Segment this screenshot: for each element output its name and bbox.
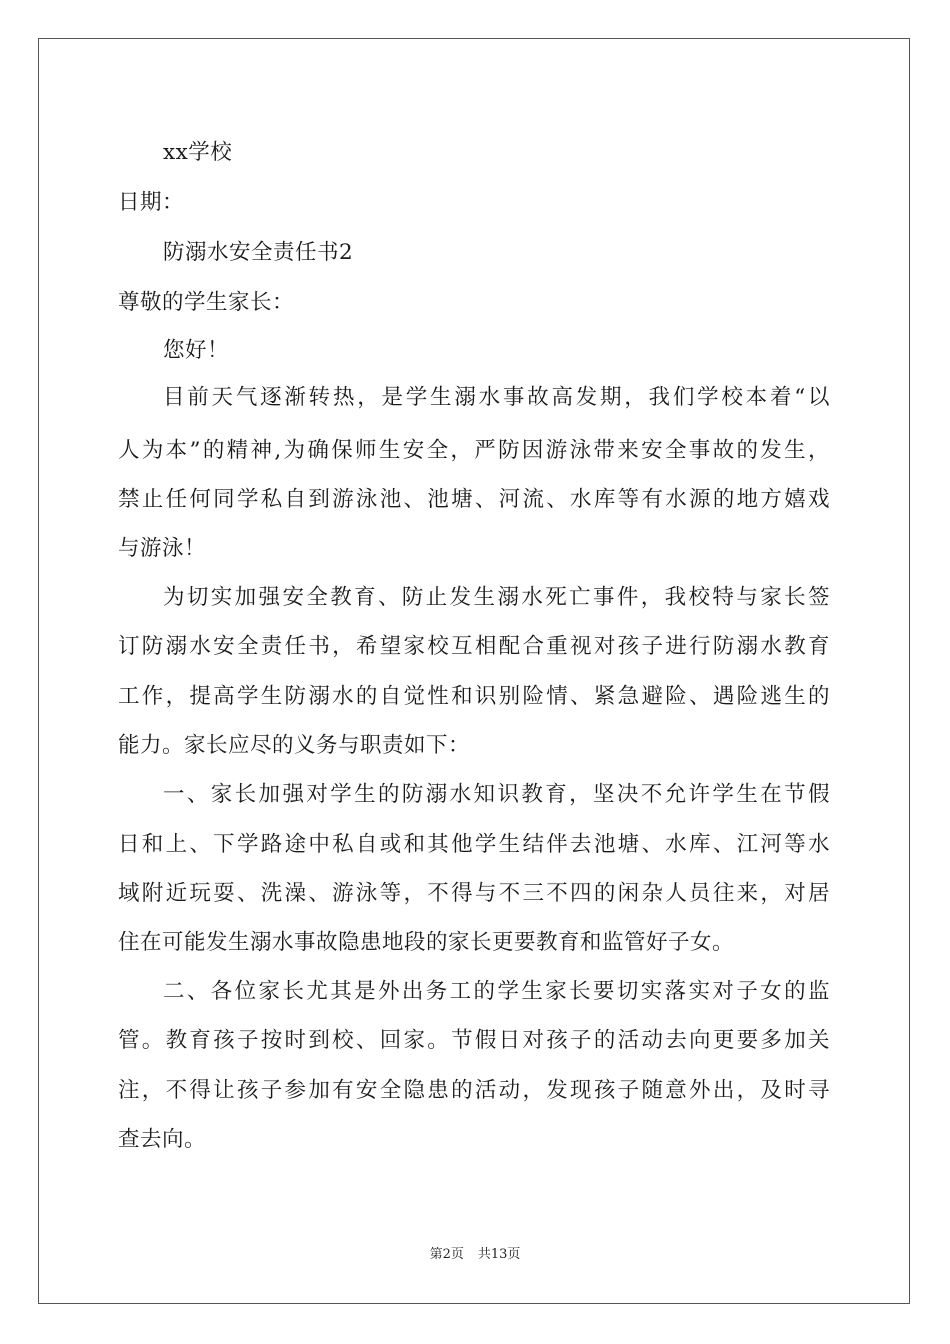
paragraph-4-line-2: 管。教育孩子按时到校、回家。节假日对孩子的活动去向更要多加关 (118, 1028, 830, 1053)
date-label: 日期： (118, 190, 185, 215)
paragraph-3-line-1: 一、家长加强对学生的防溺水知识教育，坚决不允许学生在节假 (163, 782, 830, 807)
paragraph-3-line-3: 域附近玩耍、洗澡、游泳等，不得与不三不四的闲杂人员往来，对居 (118, 881, 830, 906)
paragraph-4-line-4: 查去向。 (118, 1127, 207, 1152)
paragraph-4-line-3: 注，不得让孩子参加有安全隐患的活动，发现孩子随意外出，及时寻 (118, 1078, 830, 1103)
paragraph-2-line-1: 为切实加强安全教育、防止发生溺水死亡事件，我校特与家长签 (163, 585, 830, 610)
paragraph-1-line-3: 禁止任何同学私自到游泳池、池塘、河流、水库等有水源的地方嬉戏 (118, 487, 830, 512)
page-border (38, 38, 910, 1304)
paragraph-1-line-4: 与游泳！ (118, 536, 207, 561)
paragraph-2-line-2: 订防溺水安全责任书，希望家校互相配合重视对孩子进行防溺水教育 (118, 634, 830, 659)
paragraph-1-line-1: 目前天气逐渐转热，是学生溺水事故高发期，我们学校本着“以 (163, 385, 830, 410)
greeting: 您好！ (163, 338, 230, 363)
school-name: xx学校 (163, 140, 233, 165)
paragraph-3-line-4: 住在可能发生溺水事故隐患地段的家长更要教育和监管好子女。 (118, 930, 735, 955)
page-footer (0, 1248, 950, 1261)
paragraph-2-line-3: 工作，提高学生防溺水的自觉性和识别险情、紧急避险、遇险逃生的 (118, 684, 830, 709)
paragraph-1-line-2: 人为本”的精神,为确保师生安全，严防因游泳带来安全事故的发生， (118, 438, 830, 463)
paragraph-4-line-1: 二、各位家长尤其是外出务工的学生家长要切实落实对子女的监 (163, 979, 830, 1004)
document-title: 防溺水安全责任书2 (163, 240, 354, 265)
salutation: 尊敬的学生家长： (118, 290, 295, 315)
page-total: 共13页 (477, 1247, 521, 1262)
paragraph-3-line-2: 日和上、下学路途中私自或和其他学生结伴去池塘、水库、江河等水 (118, 832, 830, 857)
page-number: 第2页 (429, 1247, 464, 1262)
paragraph-2-line-4: 能力。家长应尽的义务与职责如下： (118, 733, 471, 758)
